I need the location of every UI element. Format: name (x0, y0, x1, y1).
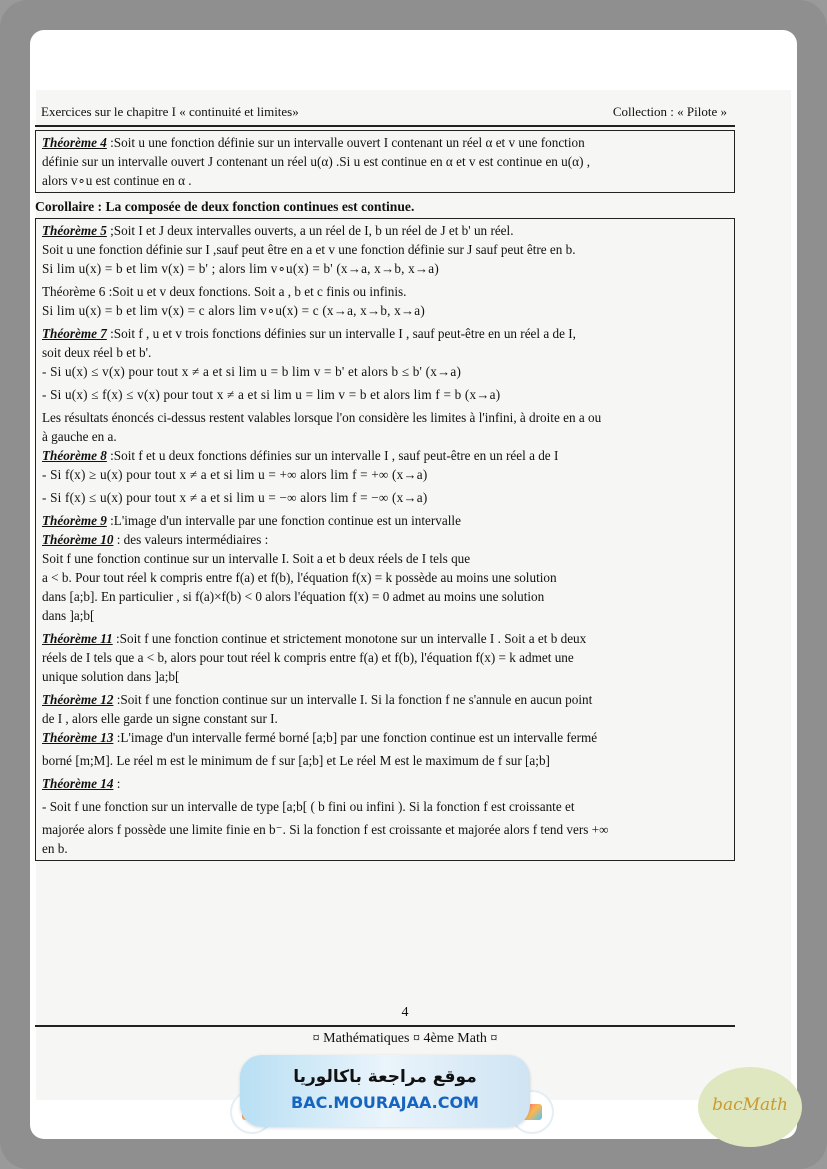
theorem-10-line: : des valeurs intermédiaires : (113, 532, 269, 547)
theorem-4-line: définie sur un intervalle ouvert J contenant un réel u(α) .Si u est continue en α et v est continue en u(α) , (42, 154, 591, 169)
theorem-11-line: :Soit f une fonction continue et strictement monotone sur un intervalle I . Soit a et b deux (112, 631, 587, 646)
bacmath-logo (698, 1067, 802, 1147)
banner-arabic-text: موقع مراجعة باكالوريا (293, 1067, 477, 1087)
header-left: Exercices sur le chapitre I « continuité et limites» (41, 104, 299, 119)
theorem-6-formula: Si lim u(x) = b et lim v(x) = c alors lim v∘u(x) = c (x→a, x→b, x→a) (42, 303, 425, 318)
page-number: 4 (401, 1005, 409, 1020)
theorem-5-title: Théorème 5 (42, 223, 107, 238)
theorem-7-line: à gauche en a. (42, 429, 117, 444)
page-footer (35, 1005, 735, 1047)
theorem-7-line: :Soit f , u et v trois fonctions définies sur un intervalle I , sauf peut-être en un réel a de I, (106, 326, 576, 341)
theorem-5-line: ;Soit I et J deux intervalles ouverts, a un réel de I, b un réel de J et b' un réel. (106, 223, 514, 238)
theorem-6-line: Théorème 6 :Soit u et v deux fonctions. Soit a , b et c finis ou infinis. (42, 284, 407, 299)
header-right: Collection : « Pilote » (612, 104, 727, 119)
theorem-10-line: Soit f une fonction continue sur un intervalle I. Soit a et b deux réels de I tels que (42, 551, 471, 566)
theorem-10-line: a < b. Pour tout réel k compris entre f(a) et f(b), l'équation f(x) = k possède au moins une solution (42, 570, 557, 585)
theorem-4-line: alors v∘u est continue en α . (42, 173, 192, 188)
theorem-12-title: Théorème 12 (42, 692, 114, 707)
theorem-7-line: soit deux réel b et b'. (42, 345, 152, 360)
theorem-7-line: Les résultats énoncés ci-dessus restent valables lorsque l'on considère les limites à l'infini, à droite en a ou (42, 410, 602, 425)
theorem-12-line: de I , alors elle garde un signe constant sur I. (42, 711, 278, 726)
theorem-8-formula: - Si f(x) ≤ u(x) pour tout x ≠ a et si lim u = −∞ alors lim f = −∞ (x→a) (42, 490, 428, 505)
theorem-5-line: Soit u une fonction définie sur I ,sauf peut être en a et v une fonction définie sur J sauf peut être en b. (42, 242, 576, 257)
theorem-10-line: dans ]a;b[ (42, 608, 95, 623)
theorem-11-line: réels de I tels que a < b, alors pour tout réel k compris entre f(a) et f(b), l'équation f(x) = k admet une (42, 650, 574, 665)
theorem-13-line: :L'image d'un intervalle fermé borné [a;b] par une fonction continue est un intervalle fermé (113, 730, 598, 745)
header-rule (35, 125, 735, 127)
footer-text: ¤ Mathématiques ¤ 4ème Math ¤ (312, 1030, 498, 1046)
theorem-14-title: Théorème 14 (42, 776, 114, 791)
theorem-8-formula: - Si f(x) ≥ u(x) pour tout x ≠ a et si lim u = +∞ alors lim f = +∞ (x→a) (42, 467, 428, 482)
theorem-11-title: Théorème 11 (42, 631, 113, 646)
theorem-7-title: Théorème 7 (42, 326, 107, 341)
theorem-7-formula: - Si u(x) ≤ v(x) pour tout x ≠ a et si lim u = b lim v = b' et alors b ≤ b' (x→a) (42, 364, 462, 379)
theorem-14-line: : (113, 776, 121, 791)
theorem-8-line: :Soit f et u deux fonctions définies sur un intervalle I , sauf peut-être en un réel a de I (106, 448, 559, 463)
theorem-11-line: unique solution dans ]a;b[ (42, 669, 180, 684)
theorem-9-title: Théorème 9 (42, 513, 107, 528)
page-header (35, 102, 735, 121)
theorem-4-title: Théorème 4 (42, 135, 107, 150)
theorems-box (35, 218, 735, 861)
site-banner-link[interactable] (240, 1055, 530, 1127)
theorem-14-line: - Soit f une fonction sur un intervalle de type [a;b[ ( b fini ou infini ). Si la fonction f est croissante et (42, 799, 575, 814)
bacmath-logo-text: bacMath (712, 1095, 788, 1115)
footer-rule (35, 1025, 735, 1027)
theorem-12-line: :Soit f une fonction continue sur un intervalle I. Si la fonction f ne s'annule en aucun point (113, 692, 593, 707)
theorem-9-text: :L'image d'un intervalle par une fonction continue est un intervalle (106, 513, 461, 528)
banner-url: BAC.MOURAJAA.COM (291, 1093, 479, 1112)
theorem-14-line: en b. (42, 841, 68, 856)
theorem-7-formula: - Si u(x) ≤ f(x) ≤ v(x) pour tout x ≠ a et si lim u = lim v = b et alors lim f = b (x→a) (42, 387, 501, 402)
document-content (35, 102, 735, 861)
theorem-13-title: Théorème 13 (42, 730, 114, 745)
theorem-4-line: :Soit u une fonction définie sur un intervalle ouvert I contenant un réel α et v une fonction (106, 135, 585, 150)
corollary: Corollaire : La composée de deux fonction continues est continue. (35, 199, 415, 214)
theorem-4-box (35, 130, 735, 193)
theorem-8-title: Théorème 8 (42, 448, 107, 463)
theorem-5-formula: Si lim u(x) = b et lim v(x) = b' ; alors lim v∘u(x) = b' (x→a, x→b, x→a) (42, 261, 439, 276)
theorem-13-line: borné [m;M]. Le réel m est le minimum de f sur [a;b] et Le réel M est le maximum de f sur [a;b] (42, 753, 550, 768)
theorem-14-line: majorée alors f possède une limite finie en b⁻. Si la fonction f est croissante et majorée alors f tend vers +∞ (42, 822, 609, 837)
theorem-10-line: dans [a;b]. En particulier , si f(a)×f(b) < 0 alors l'équation f(x) = 0 admet au moins une solution (42, 589, 545, 604)
theorem-10-title: Théorème 10 (42, 532, 114, 547)
